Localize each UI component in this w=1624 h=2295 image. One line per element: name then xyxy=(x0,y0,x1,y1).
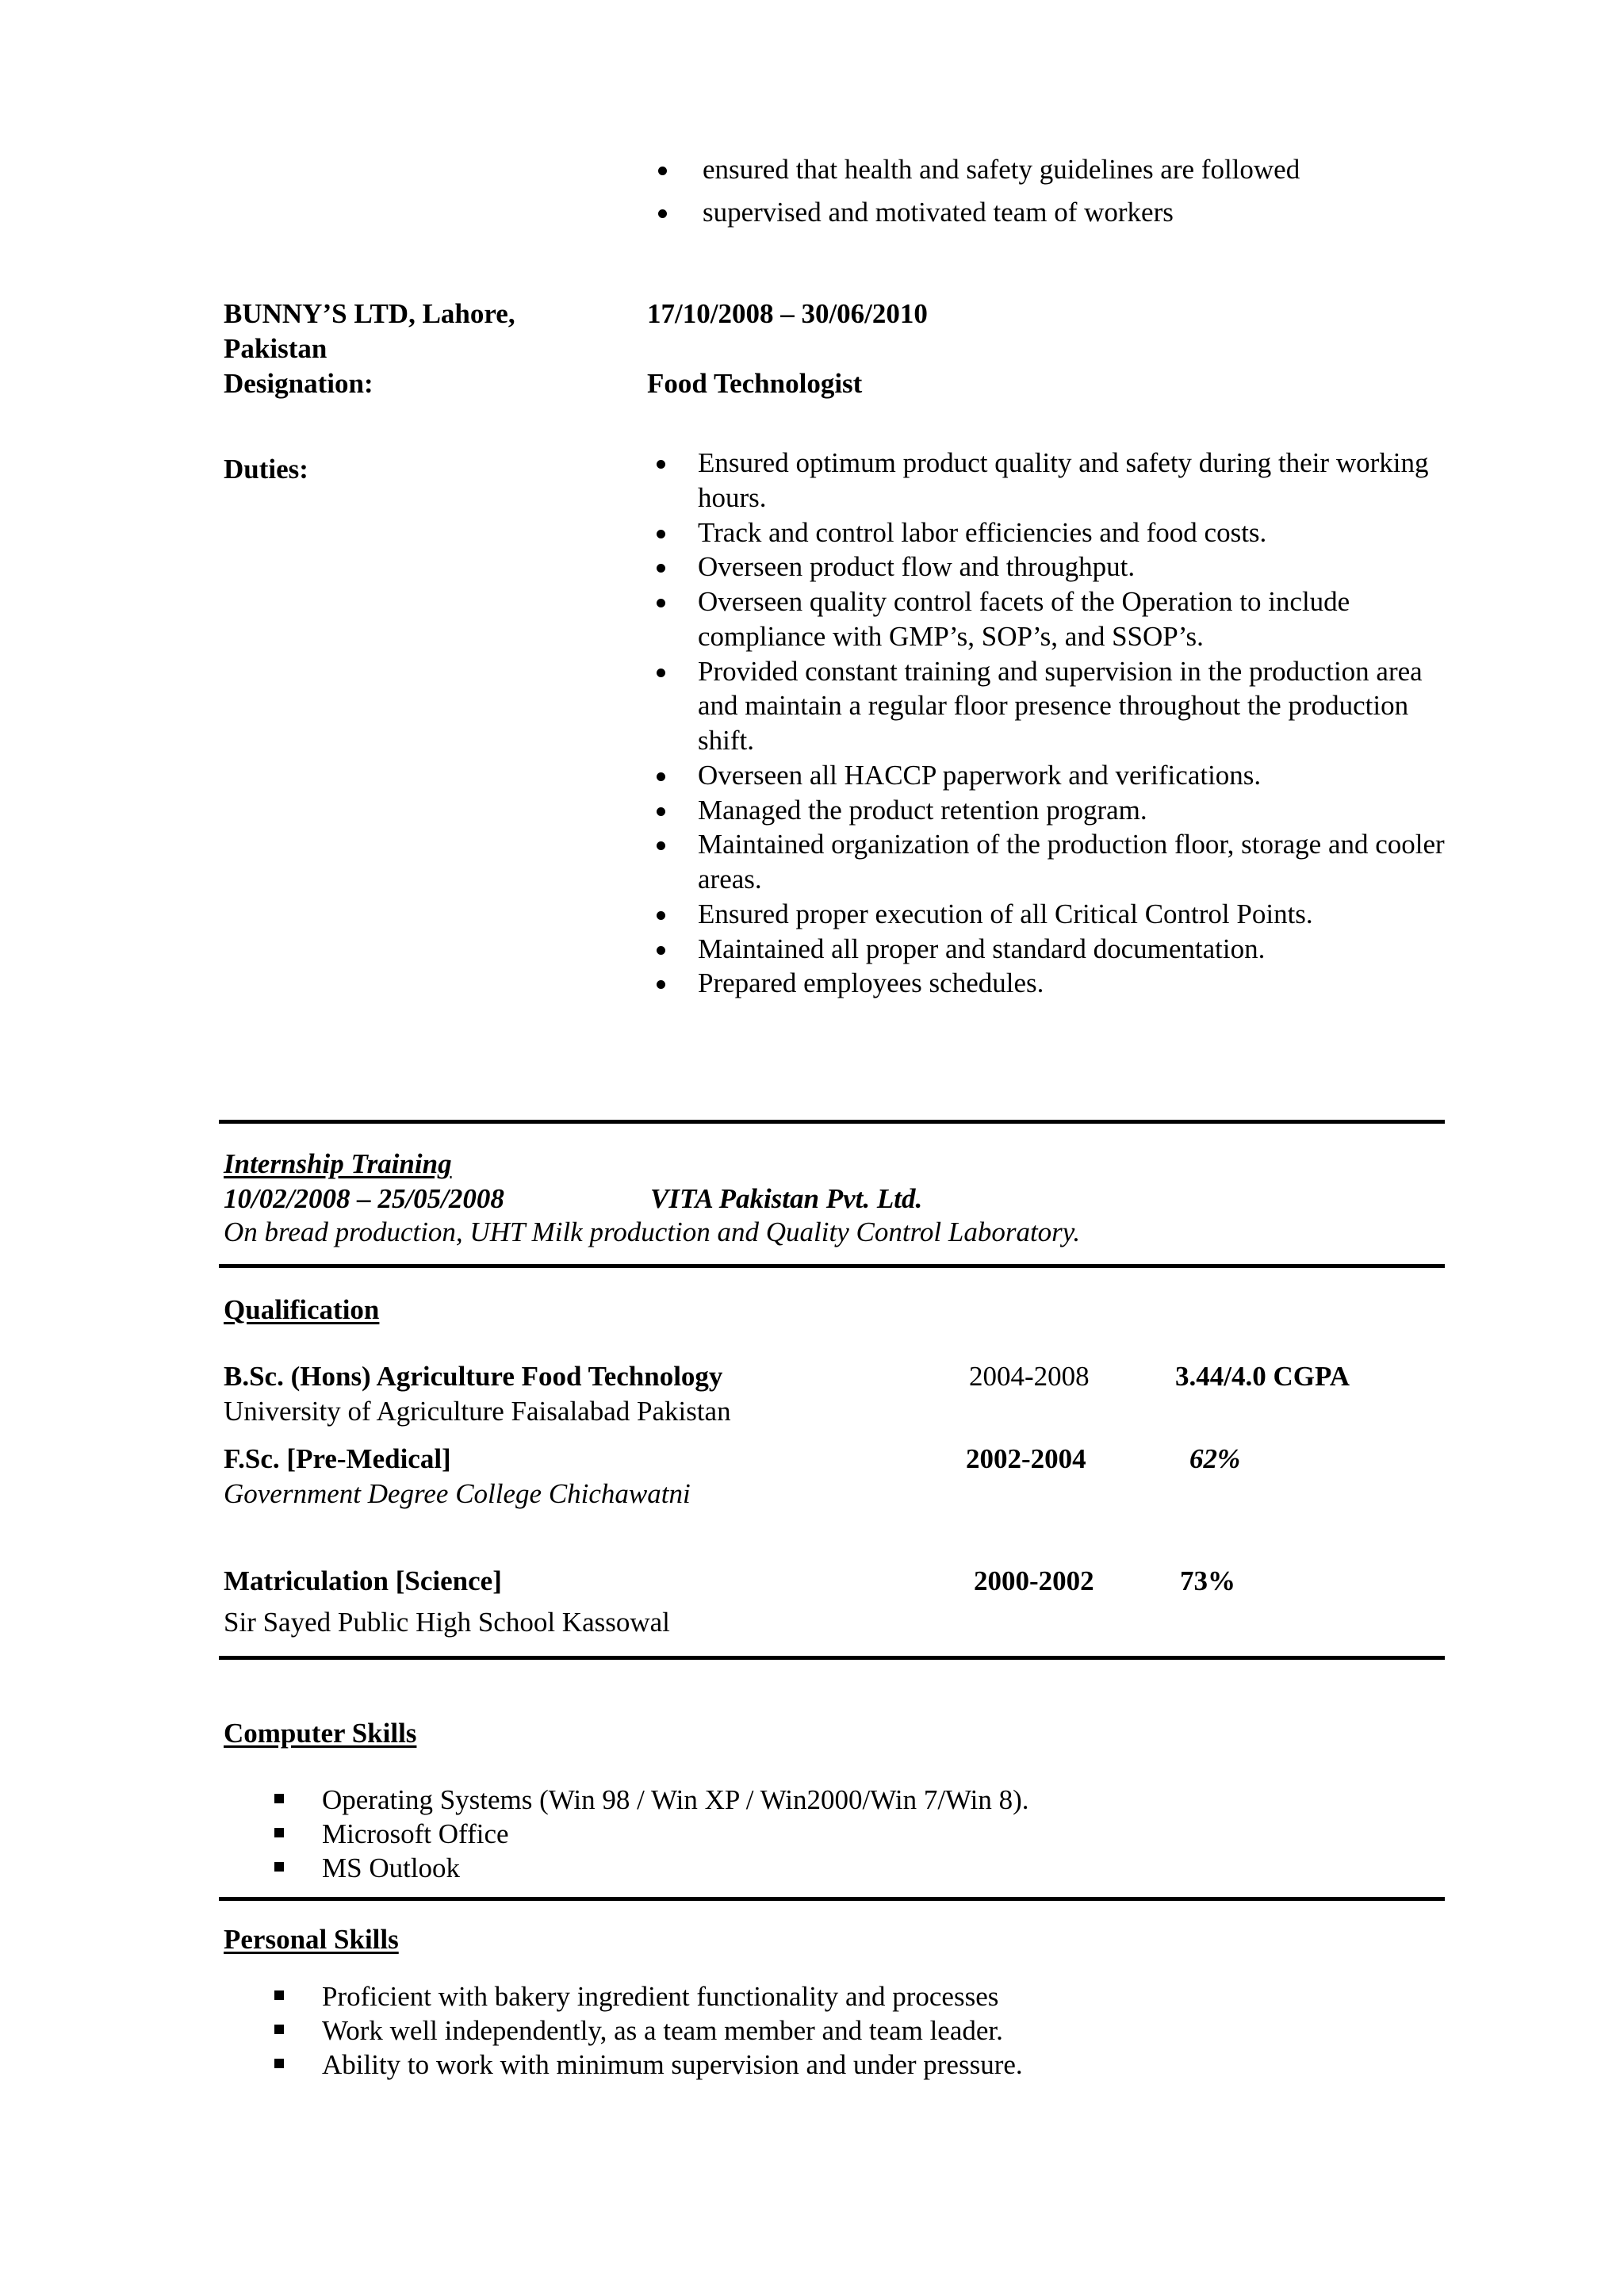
square-bullet-icon xyxy=(274,2025,284,2034)
duties-list xyxy=(698,446,1459,1001)
square-bullet-icon xyxy=(274,1828,284,1837)
degree-years: 2000-2002 xyxy=(974,1565,1094,1596)
bullet-icon xyxy=(657,980,665,989)
internship-description: On bread production, UHT Milk production and Quality Control Laboratory. xyxy=(224,1216,1081,1247)
bullet-icon xyxy=(657,460,665,469)
list-item: Track and control labor efficiencies and food costs. xyxy=(698,515,1459,550)
section-divider xyxy=(219,1656,1445,1660)
section-divider xyxy=(219,1897,1445,1901)
degree-years: 2004-2008 xyxy=(969,1361,1090,1392)
bullet-icon xyxy=(657,841,665,850)
square-bullet-icon xyxy=(274,2059,284,2068)
company-location: Pakistan xyxy=(224,333,327,364)
list-item: Overseen quality control facets of the Operation to include compliance with GMP’s, SOP’s, and SSOP’s. xyxy=(698,584,1459,654)
internship-heading: Internship Training xyxy=(224,1148,452,1179)
bullet-icon xyxy=(657,530,665,538)
degree-institution: University of Agriculture Faisalabad Pakistan xyxy=(224,1396,731,1427)
list-item: Operating Systems (Win 98 / Win XP / Win2000/Win 7/Win 8). xyxy=(322,1784,1029,1815)
list-item: Managed the product retention program. xyxy=(698,793,1459,828)
designation-value: Food Technologist xyxy=(647,368,863,399)
duties-label: Duties: xyxy=(224,454,308,485)
degree-years: 2002-2004 xyxy=(966,1443,1086,1474)
qualification-heading: Qualification xyxy=(224,1294,380,1325)
list-item: Microsoft Office xyxy=(322,1818,509,1849)
top-bullet-item: supervised and motivated team of workers xyxy=(703,197,1174,228)
bullet-icon xyxy=(657,599,665,607)
job-dates: 17/10/2008 – 30/06/2010 xyxy=(647,298,928,329)
list-item: Maintained organization of the production floor, storage and cooler areas. xyxy=(698,827,1459,897)
degree-institution: Government Degree College Chichawatni xyxy=(224,1478,691,1509)
bullet-icon xyxy=(657,807,665,816)
section-divider xyxy=(219,1264,1445,1268)
bullet-icon xyxy=(658,209,667,218)
bullet-icon xyxy=(657,669,665,677)
section-divider xyxy=(219,1120,1445,1124)
bullet-icon xyxy=(658,167,667,175)
computer-skills-heading: Computer Skills xyxy=(224,1718,417,1749)
degree-score: 73% xyxy=(1180,1565,1235,1596)
bullet-icon xyxy=(657,772,665,781)
top-bullet-item: ensured that health and safety guidelines are followed xyxy=(703,154,1300,185)
list-item: MS Outlook xyxy=(322,1852,461,1883)
degree-title: Matriculation [Science] xyxy=(224,1565,502,1596)
degree-score: 62% xyxy=(1189,1443,1241,1474)
list-item: Ensured optimum product quality and safety during their working hours. xyxy=(698,446,1459,515)
degree-title: B.Sc. (Hons) Agriculture Food Technology xyxy=(224,1361,723,1392)
bullet-icon xyxy=(657,911,665,920)
degree-institution: Sir Sayed Public High School Kassowal xyxy=(224,1607,670,1638)
list-item: Maintained all proper and standard documentation. xyxy=(698,932,1459,967)
bullet-icon xyxy=(657,946,665,955)
list-item: Provided constant training and supervision in the production area and maintain a regular floor presence throughout the production shift. xyxy=(698,654,1459,758)
list-item: Work well independently, as a team member and team leader. xyxy=(322,2015,1003,2046)
list-item: Ability to work with minimum supervision and under pressure. xyxy=(322,2049,1023,2080)
list-item: Ensured proper execution of all Critical Control Points. xyxy=(698,897,1459,932)
square-bullet-icon xyxy=(274,1794,284,1803)
bullet-icon xyxy=(657,564,665,573)
square-bullet-icon xyxy=(274,1990,284,2000)
list-item: Overseen product flow and throughput. xyxy=(698,550,1459,584)
company-name: BUNNY’S LTD, Lahore, xyxy=(224,298,515,329)
degree-title: F.Sc. [Pre-Medical] xyxy=(224,1443,451,1474)
list-item: Overseen all HACCP paperwork and verifications. xyxy=(698,758,1459,793)
degree-score: 3.44/4.0 CGPA xyxy=(1175,1361,1350,1392)
internship-dates: 10/02/2008 – 25/05/2008 xyxy=(224,1183,504,1214)
internship-company: VITA Pakistan Pvt. Ltd. xyxy=(650,1183,923,1214)
list-item: Prepared employees schedules. xyxy=(698,966,1459,1001)
list-item: Proficient with bakery ingredient functionality and processes xyxy=(322,1981,999,2012)
personal-skills-heading: Personal Skills xyxy=(224,1924,399,1955)
designation-label: Designation: xyxy=(224,368,373,399)
square-bullet-icon xyxy=(274,1862,284,1872)
